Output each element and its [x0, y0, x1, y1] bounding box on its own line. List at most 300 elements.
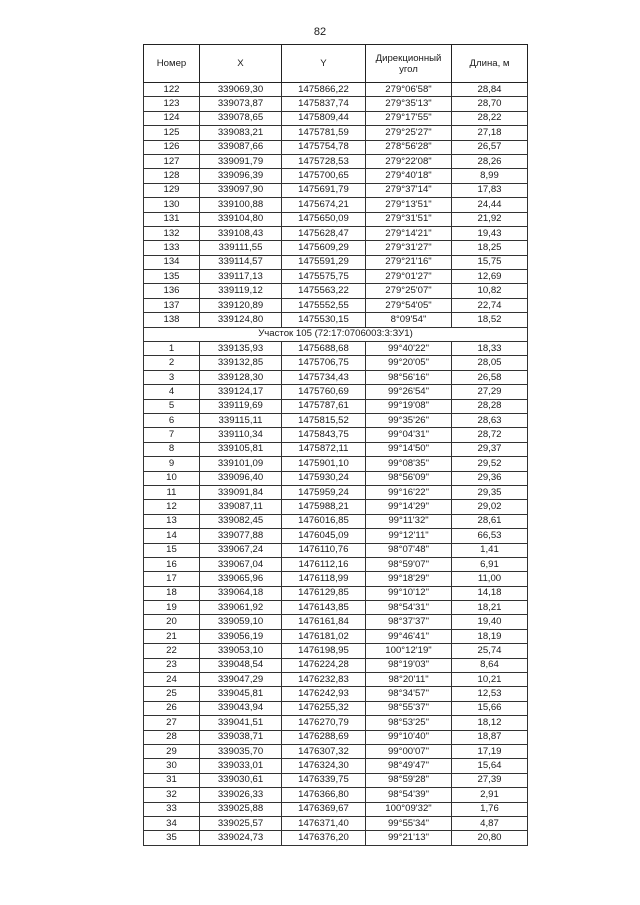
- table-row: [144, 730, 528, 744]
- cell-length: 17,83: [452, 183, 528, 197]
- cell-length: 15,66: [452, 701, 528, 715]
- cell-length: 15,75: [452, 255, 528, 269]
- table-row: [144, 629, 528, 643]
- header-x: X: [200, 45, 282, 83]
- cell-length: 28,84: [452, 83, 528, 97]
- cell-length: 21,92: [452, 212, 528, 226]
- cell-direction-angle: 98°53'25": [366, 716, 452, 730]
- cell-y: 1476181,02: [282, 629, 366, 643]
- table-row: [144, 313, 528, 327]
- cell-direction-angle: 98°55'37": [366, 701, 452, 715]
- cell-y: 1476224,28: [282, 658, 366, 672]
- cell-y: 1475591,29: [282, 255, 366, 269]
- header-y: Y: [282, 45, 366, 83]
- cell-y: 1475609,29: [282, 241, 366, 255]
- cell-length: 1,41: [452, 543, 528, 557]
- cell-length: 18,33: [452, 342, 528, 356]
- cell-length: 26,57: [452, 140, 528, 154]
- cell-direction-angle: 279°31'51": [366, 212, 452, 226]
- cell-number: 9: [144, 457, 200, 471]
- table-row: [144, 716, 528, 730]
- cell-y: 1475734,43: [282, 370, 366, 384]
- cell-x: 339067,24: [200, 543, 282, 557]
- cell-x: 339114,57: [200, 255, 282, 269]
- cell-number: 17: [144, 572, 200, 586]
- cell-number: 30: [144, 759, 200, 773]
- table-row: [144, 831, 528, 845]
- cell-number: 33: [144, 802, 200, 816]
- cell-direction-angle: 99°18'29": [366, 572, 452, 586]
- table-row: [144, 385, 528, 399]
- cell-number: 32: [144, 788, 200, 802]
- cell-x: 339124,80: [200, 313, 282, 327]
- cell-x: 339104,80: [200, 212, 282, 226]
- cell-y: 1475809,44: [282, 111, 366, 125]
- cell-x: 339061,92: [200, 601, 282, 615]
- cell-y: 1475815,52: [282, 413, 366, 427]
- cell-x: 339024,73: [200, 831, 282, 845]
- table-row: [144, 169, 528, 183]
- cell-length: 18,12: [452, 716, 528, 730]
- cell-number: 129: [144, 183, 200, 197]
- table-row: [144, 370, 528, 384]
- table-row: [144, 399, 528, 413]
- cell-direction-angle: 279°21'16": [366, 255, 452, 269]
- table-row: [144, 687, 528, 701]
- cell-x: 339047,29: [200, 673, 282, 687]
- section-row: [144, 327, 528, 341]
- cell-y: 1475787,61: [282, 399, 366, 413]
- cell-number: 15: [144, 543, 200, 557]
- table-row: [144, 298, 528, 312]
- cell-direction-angle: 279°54'05": [366, 298, 452, 312]
- coordinates-table: [143, 44, 528, 846]
- cell-number: 23: [144, 658, 200, 672]
- cell-direction-angle: 279°37'14": [366, 183, 452, 197]
- cell-y: 1475706,75: [282, 356, 366, 370]
- cell-x: 339083,21: [200, 126, 282, 140]
- table-row: [144, 241, 528, 255]
- cell-y: 1475930,24: [282, 471, 366, 485]
- cell-y: 1476307,32: [282, 744, 366, 758]
- cell-direction-angle: 99°20'05": [366, 356, 452, 370]
- cell-y: 1476324,30: [282, 759, 366, 773]
- cell-direction-angle: 278°56'28": [366, 140, 452, 154]
- cell-number: 26: [144, 701, 200, 715]
- cell-length: 18,87: [452, 730, 528, 744]
- cell-x: 339087,66: [200, 140, 282, 154]
- cell-y: 1476118,99: [282, 572, 366, 586]
- cell-x: 339128,30: [200, 370, 282, 384]
- cell-x: 339078,65: [200, 111, 282, 125]
- table-row: [144, 615, 528, 629]
- cell-direction-angle: 99°19'08": [366, 399, 452, 413]
- cell-direction-angle: 279°06'58": [366, 83, 452, 97]
- cell-length: 27,18: [452, 126, 528, 140]
- cell-x: 339119,69: [200, 399, 282, 413]
- cell-direction-angle: 98°59'28": [366, 773, 452, 787]
- cell-direction-angle: 279°31'27": [366, 241, 452, 255]
- cell-direction-angle: 98°19'03": [366, 658, 452, 672]
- cell-length: 29,02: [452, 500, 528, 514]
- cell-y: 1476143,85: [282, 601, 366, 615]
- cell-y: 1475872,11: [282, 442, 366, 456]
- cell-length: 66,53: [452, 529, 528, 543]
- cell-x: 339053,10: [200, 644, 282, 658]
- cell-length: 12,69: [452, 270, 528, 284]
- cell-number: 123: [144, 97, 200, 111]
- cell-y: 1475700,65: [282, 169, 366, 183]
- cell-direction-angle: 99°21'13": [366, 831, 452, 845]
- cell-x: 339082,45: [200, 514, 282, 528]
- cell-direction-angle: 98°54'39": [366, 788, 452, 802]
- cell-direction-angle: 99°08'35": [366, 457, 452, 471]
- cell-x: 339033,01: [200, 759, 282, 773]
- cell-y: 1475674,21: [282, 198, 366, 212]
- cell-number: 20: [144, 615, 200, 629]
- cell-number: 126: [144, 140, 200, 154]
- cell-length: 28,63: [452, 413, 528, 427]
- cell-length: 8,99: [452, 169, 528, 183]
- cell-x: 339117,13: [200, 270, 282, 284]
- cell-direction-angle: 99°10'40": [366, 730, 452, 744]
- cell-x: 339065,96: [200, 572, 282, 586]
- table-row: [144, 500, 528, 514]
- table-row: [144, 802, 528, 816]
- cell-direction-angle: 279°01'27": [366, 270, 452, 284]
- table-row: [144, 572, 528, 586]
- cell-y: 1475959,24: [282, 485, 366, 499]
- cell-length: 26,58: [452, 370, 528, 384]
- cell-y: 1476129,85: [282, 586, 366, 600]
- cell-length: 18,25: [452, 241, 528, 255]
- cell-direction-angle: 8°09'54": [366, 313, 452, 327]
- cell-number: 25: [144, 687, 200, 701]
- cell-length: 8,64: [452, 658, 528, 672]
- table-row: [144, 759, 528, 773]
- table-row: [144, 543, 528, 557]
- table-row: [144, 183, 528, 197]
- cell-x: 339096,40: [200, 471, 282, 485]
- cell-direction-angle: 99°16'22": [366, 485, 452, 499]
- table-row: [144, 198, 528, 212]
- cell-direction-angle: 99°55'34": [366, 816, 452, 830]
- cell-number: 125: [144, 126, 200, 140]
- cell-length: 1,76: [452, 802, 528, 816]
- cell-x: 339111,55: [200, 241, 282, 255]
- cell-number: 5: [144, 399, 200, 413]
- cell-length: 10,82: [452, 284, 528, 298]
- table-row: [144, 126, 528, 140]
- cell-direction-angle: 98°56'16": [366, 370, 452, 384]
- cell-direction-angle: 279°17'55": [366, 111, 452, 125]
- cell-x: 339132,85: [200, 356, 282, 370]
- cell-direction-angle: 279°25'27": [366, 126, 452, 140]
- cell-length: 17,19: [452, 744, 528, 758]
- cell-number: 8: [144, 442, 200, 456]
- cell-direction-angle: 99°14'29": [366, 500, 452, 514]
- cell-y: 1475988,21: [282, 500, 366, 514]
- cell-x: 339059,10: [200, 615, 282, 629]
- cell-direction-angle: 99°10'12": [366, 586, 452, 600]
- table-row: [144, 212, 528, 226]
- table-row: [144, 658, 528, 672]
- cell-length: 19,40: [452, 615, 528, 629]
- cell-x: 339119,12: [200, 284, 282, 298]
- cell-y: 1475754,78: [282, 140, 366, 154]
- cell-direction-angle: 99°26'54": [366, 385, 452, 399]
- cell-length: 14,18: [452, 586, 528, 600]
- cell-number: 12: [144, 500, 200, 514]
- cell-direction-angle: 98°59'07": [366, 557, 452, 571]
- cell-x: 339043,94: [200, 701, 282, 715]
- cell-length: 28,61: [452, 514, 528, 528]
- cell-x: 339038,71: [200, 730, 282, 744]
- cell-x: 339087,11: [200, 500, 282, 514]
- table-row: [144, 557, 528, 571]
- section-label: Участок 105 (72:17:0706003:3:ЗУ1): [144, 327, 528, 341]
- cell-direction-angle: 98°49'47": [366, 759, 452, 773]
- cell-y: 1476232,83: [282, 673, 366, 687]
- cell-length: 29,37: [452, 442, 528, 456]
- cell-y: 1475843,75: [282, 428, 366, 442]
- cell-number: 19: [144, 601, 200, 615]
- cell-length: 4,87: [452, 816, 528, 830]
- table-row: [144, 140, 528, 154]
- table-body-plot-105: [144, 342, 528, 846]
- cell-length: 15,64: [452, 759, 528, 773]
- cell-x: 339056,19: [200, 629, 282, 643]
- cell-number: 13: [144, 514, 200, 528]
- cell-x: 339101,09: [200, 457, 282, 471]
- cell-y: 1476255,32: [282, 701, 366, 715]
- cell-direction-angle: 98°56'09": [366, 471, 452, 485]
- cell-length: 20,80: [452, 831, 528, 845]
- cell-y: 1475628,47: [282, 226, 366, 240]
- table-row: [144, 644, 528, 658]
- table-row: [144, 270, 528, 284]
- cell-y: 1476270,79: [282, 716, 366, 730]
- cell-direction-angle: 99°00'07": [366, 744, 452, 758]
- table-row: [144, 413, 528, 427]
- cell-length: 28,72: [452, 428, 528, 442]
- table-row: [144, 773, 528, 787]
- table-row: [144, 514, 528, 528]
- table-row: [144, 342, 528, 356]
- cell-number: 122: [144, 83, 200, 97]
- cell-y: 1476339,75: [282, 773, 366, 787]
- table-row: [144, 673, 528, 687]
- cell-x: 339096,39: [200, 169, 282, 183]
- cell-length: 29,35: [452, 485, 528, 499]
- cell-number: 130: [144, 198, 200, 212]
- cell-y: 1476371,40: [282, 816, 366, 830]
- cell-y: 1476198,95: [282, 644, 366, 658]
- table-row: [144, 111, 528, 125]
- cell-direction-angle: 99°12'11": [366, 529, 452, 543]
- cell-y: 1476161,84: [282, 615, 366, 629]
- cell-length: 28,28: [452, 399, 528, 413]
- cell-x: 339030,61: [200, 773, 282, 787]
- cell-length: 12,53: [452, 687, 528, 701]
- table-row: [144, 442, 528, 456]
- section-row-group: [144, 327, 528, 341]
- cell-number: 124: [144, 111, 200, 125]
- cell-length: 18,19: [452, 629, 528, 643]
- cell-number: 31: [144, 773, 200, 787]
- cell-direction-angle: 100°09'32": [366, 802, 452, 816]
- cell-direction-angle: 279°22'08": [366, 154, 452, 168]
- cell-number: 131: [144, 212, 200, 226]
- cell-x: 339135,93: [200, 342, 282, 356]
- cell-x: 339025,57: [200, 816, 282, 830]
- table-row: [144, 457, 528, 471]
- cell-x: 339120,89: [200, 298, 282, 312]
- cell-number: 2: [144, 356, 200, 370]
- cell-y: 1475728,53: [282, 154, 366, 168]
- cell-length: 28,22: [452, 111, 528, 125]
- table-row: [144, 586, 528, 600]
- table-header-row: [144, 45, 528, 83]
- cell-number: 16: [144, 557, 200, 571]
- cell-y: 1475530,15: [282, 313, 366, 327]
- table-row: [144, 601, 528, 615]
- table-row: [144, 255, 528, 269]
- cell-number: 21: [144, 629, 200, 643]
- cell-number: 10: [144, 471, 200, 485]
- table-row: [144, 485, 528, 499]
- cell-number: 1: [144, 342, 200, 356]
- cell-direction-angle: 279°25'07": [366, 284, 452, 298]
- cell-x: 339091,84: [200, 485, 282, 499]
- cell-direction-angle: 99°11'32": [366, 514, 452, 528]
- cell-x: 339124,17: [200, 385, 282, 399]
- cell-y: 1475575,75: [282, 270, 366, 284]
- cell-direction-angle: 100°12'19": [366, 644, 452, 658]
- table-row: [144, 744, 528, 758]
- cell-number: 134: [144, 255, 200, 269]
- cell-y: 1475691,79: [282, 183, 366, 197]
- cell-direction-angle: 279°13'51": [366, 198, 452, 212]
- cell-direction-angle: 99°40'22": [366, 342, 452, 356]
- cell-length: 18,52: [452, 313, 528, 327]
- cell-x: 339067,04: [200, 557, 282, 571]
- cell-length: 6,91: [452, 557, 528, 571]
- cell-direction-angle: 279°40'18": [366, 169, 452, 183]
- header-length: Длина, м: [452, 45, 528, 83]
- cell-x: 339025,88: [200, 802, 282, 816]
- cell-length: 11,00: [452, 572, 528, 586]
- table-row: [144, 226, 528, 240]
- cell-direction-angle: 98°54'31": [366, 601, 452, 615]
- cell-y: 1476045,09: [282, 529, 366, 543]
- cell-length: 18,21: [452, 601, 528, 615]
- cell-length: 25,74: [452, 644, 528, 658]
- cell-y: 1476288,69: [282, 730, 366, 744]
- cell-number: 132: [144, 226, 200, 240]
- cell-number: 6: [144, 413, 200, 427]
- cell-x: 339108,43: [200, 226, 282, 240]
- cell-x: 339077,88: [200, 529, 282, 543]
- table-row: [144, 816, 528, 830]
- cell-y: 1475781,59: [282, 126, 366, 140]
- cell-number: 127: [144, 154, 200, 168]
- table-row: [144, 471, 528, 485]
- cell-x: 339105,81: [200, 442, 282, 456]
- table-row: [144, 356, 528, 370]
- cell-y: 1475901,10: [282, 457, 366, 471]
- cell-y: 1475760,69: [282, 385, 366, 399]
- cell-length: 29,36: [452, 471, 528, 485]
- cell-number: 7: [144, 428, 200, 442]
- cell-y: 1476242,93: [282, 687, 366, 701]
- cell-y: 1476376,20: [282, 831, 366, 845]
- cell-length: 28,70: [452, 97, 528, 111]
- cell-number: 27: [144, 716, 200, 730]
- cell-y: 1475866,22: [282, 83, 366, 97]
- cell-x: 339045,81: [200, 687, 282, 701]
- cell-number: 34: [144, 816, 200, 830]
- cell-y: 1476112,16: [282, 557, 366, 571]
- cell-number: 35: [144, 831, 200, 845]
- cell-length: 10,21: [452, 673, 528, 687]
- cell-y: 1475650,09: [282, 212, 366, 226]
- cell-x: 339048,54: [200, 658, 282, 672]
- table-row: [144, 154, 528, 168]
- cell-length: 28,05: [452, 356, 528, 370]
- cell-x: 339100,88: [200, 198, 282, 212]
- cell-number: 14: [144, 529, 200, 543]
- cell-number: 133: [144, 241, 200, 255]
- cell-length: 27,39: [452, 773, 528, 787]
- cell-y: 1476110,76: [282, 543, 366, 557]
- cell-direction-angle: 98°20'11": [366, 673, 452, 687]
- cell-number: 28: [144, 730, 200, 744]
- cell-number: 18: [144, 586, 200, 600]
- page-number: 82: [313, 26, 327, 38]
- cell-direction-angle: 98°07'48": [366, 543, 452, 557]
- cell-x: 339115,11: [200, 413, 282, 427]
- cell-direction-angle: 98°34'57": [366, 687, 452, 701]
- cell-direction-angle: 279°14'21": [366, 226, 452, 240]
- cell-number: 11: [144, 485, 200, 499]
- header-number: Номер: [144, 45, 200, 83]
- cell-x: 339026,33: [200, 788, 282, 802]
- cell-x: 339097,90: [200, 183, 282, 197]
- table-row: [144, 529, 528, 543]
- cell-direction-angle: 279°35'13": [366, 97, 452, 111]
- header-direction-angle: Дирекционный угол: [366, 45, 452, 83]
- cell-y: 1475563,22: [282, 284, 366, 298]
- table-body-previous-plot: [144, 83, 528, 328]
- cell-number: 4: [144, 385, 200, 399]
- cell-number: 136: [144, 284, 200, 298]
- cell-length: 19,43: [452, 226, 528, 240]
- cell-number: 29: [144, 744, 200, 758]
- cell-number: 138: [144, 313, 200, 327]
- cell-length: 22,74: [452, 298, 528, 312]
- cell-x: 339110,34: [200, 428, 282, 442]
- cell-length: 28,26: [452, 154, 528, 168]
- cell-length: 2,91: [452, 788, 528, 802]
- cell-direction-angle: 99°14'50": [366, 442, 452, 456]
- cell-x: 339073,87: [200, 97, 282, 111]
- cell-y: 1475837,74: [282, 97, 366, 111]
- table-row: [144, 83, 528, 97]
- table-row: [144, 788, 528, 802]
- cell-y: 1475552,55: [282, 298, 366, 312]
- cell-x: 339064,18: [200, 586, 282, 600]
